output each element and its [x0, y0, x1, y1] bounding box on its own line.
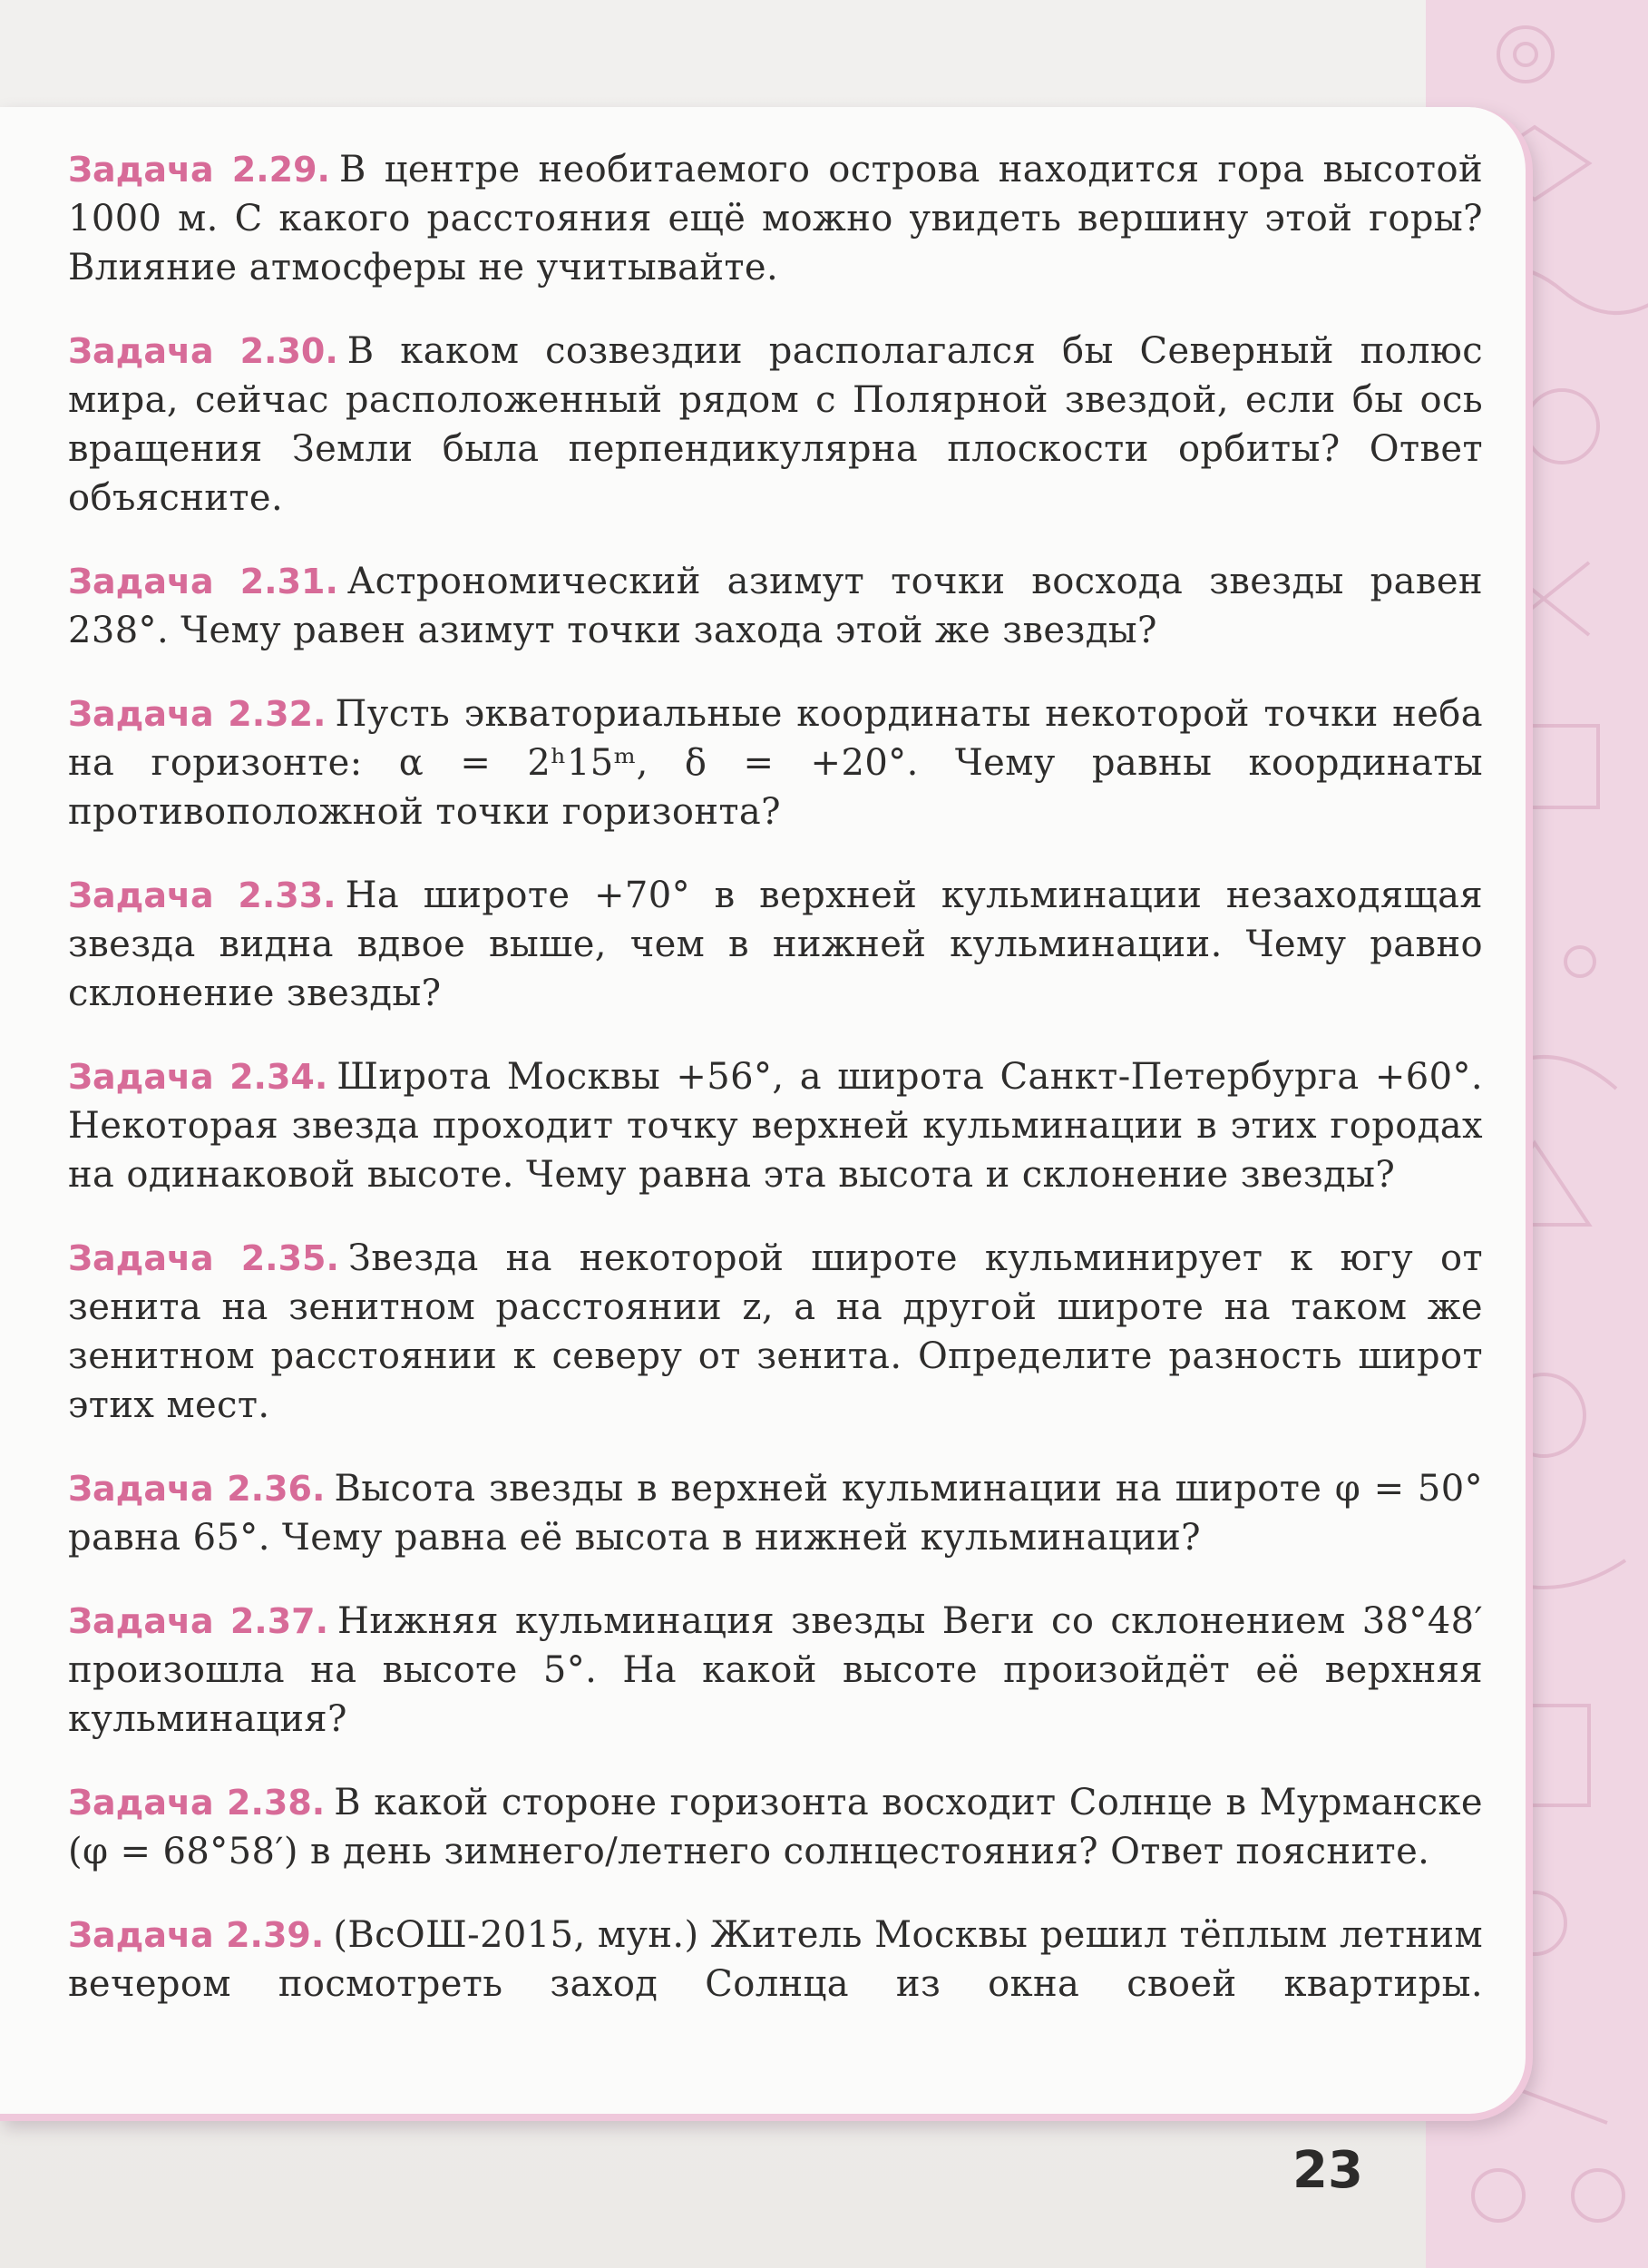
task-label: Задача 2.34.: [68, 1057, 328, 1097]
task-label: Задача 2.30.: [68, 331, 338, 371]
task-2-32: [68, 689, 1483, 836]
task-label: Задача 2.32.: [68, 694, 327, 734]
task-2-36: [68, 1464, 1483, 1562]
task-label: Задача 2.33.: [68, 875, 336, 915]
task-label: Задача 2.31.: [68, 562, 338, 601]
task-text: Пусть экваториальные координаты некоторой точки неба на горизонте: α = 2ʰ15ᵐ, δ = +20°. Чему равны координаты противоположной точки горизонта?: [68, 693, 1483, 833]
task-text: (ВсОШ-2015, мун.) Житель Москвы решил тёплым летним вечером посмотреть заход Солнца из окна своей квартиры.: [68, 1914, 1483, 2005]
task-text: В центре необитаемого острова находится гора высотой 1000 м. С какого расстояния ещё можно увидеть вершину этой горы? Влияние атмосферы не учитывайте.: [68, 149, 1484, 288]
task-label: Задача 2.39.: [68, 1915, 325, 1955]
task-2-31: [68, 557, 1483, 655]
task-text: В каком созвездии располагался бы Северный полюс мира, сейчас расположенный рядом с Полярной звездой, если бы ось вращения Земли была перпендикулярна плоскости орбиты? Ответ объясните.: [68, 330, 1484, 519]
task-label: Задача 2.38.: [68, 1783, 326, 1823]
task-text: Широта Москвы +56°, а широта Санкт-Петербурга +60°. Некоторая звезда проходит точку верхней кульминации в этих городах на одинаковой высоте. Чему равна эта высота и склонение звезды?: [68, 1056, 1483, 1196]
task-text: Астрономический азимут точки восхода звезды равен 238°. Чему равен азимут точки захода этой же звезды?: [68, 561, 1483, 651]
task-text: Звезда на некоторой широте кульминирует к югу от зенита на зенитном расстоянии z, а на другой широте на таком же зенитном расстоянии к северу от зенита. Определите разность широт этих мест.: [68, 1237, 1484, 1426]
task-2-29: [68, 145, 1483, 292]
task-text: Высота звезды в верхней кульминации на широте φ = 50° равна 65°. Чему равна её высота в нижней кульминации?: [68, 1468, 1484, 1559]
task-2-33: [68, 871, 1483, 1018]
task-list: [68, 145, 1483, 2043]
task-2-37: [68, 1597, 1483, 1744]
task-2-35: [68, 1234, 1483, 1430]
task-label: Задача 2.35.: [68, 1238, 339, 1278]
task-text: Нижняя кульминация звезды Веги со склонением 38°48′ произошла на высоте 5°. На какой высоте произойдёт её верхняя кульминация?: [68, 1600, 1483, 1740]
task-text: В какой стороне горизонта восходит Солнце в Мурманске (φ = 68°58′) в день зимнего/летнего солнцестояния? Ответ поясните.: [68, 1782, 1483, 1872]
task-label: Задача 2.36.: [68, 1469, 326, 1509]
task-text: На широте +70° в верхней кульминации незаходящая звезда видна вдвое выше, чем в нижней кульминации. Чему равно склонение звезды?: [68, 875, 1484, 1014]
task-label: Задача 2.29.: [68, 150, 330, 190]
page-number: 23: [1292, 2141, 1363, 2200]
task-2-38: [68, 1778, 1483, 1876]
task-label: Задача 2.37.: [68, 1601, 329, 1641]
task-2-39: [68, 1911, 1483, 2009]
task-2-34: [68, 1052, 1483, 1199]
task-2-30: [68, 327, 1483, 523]
